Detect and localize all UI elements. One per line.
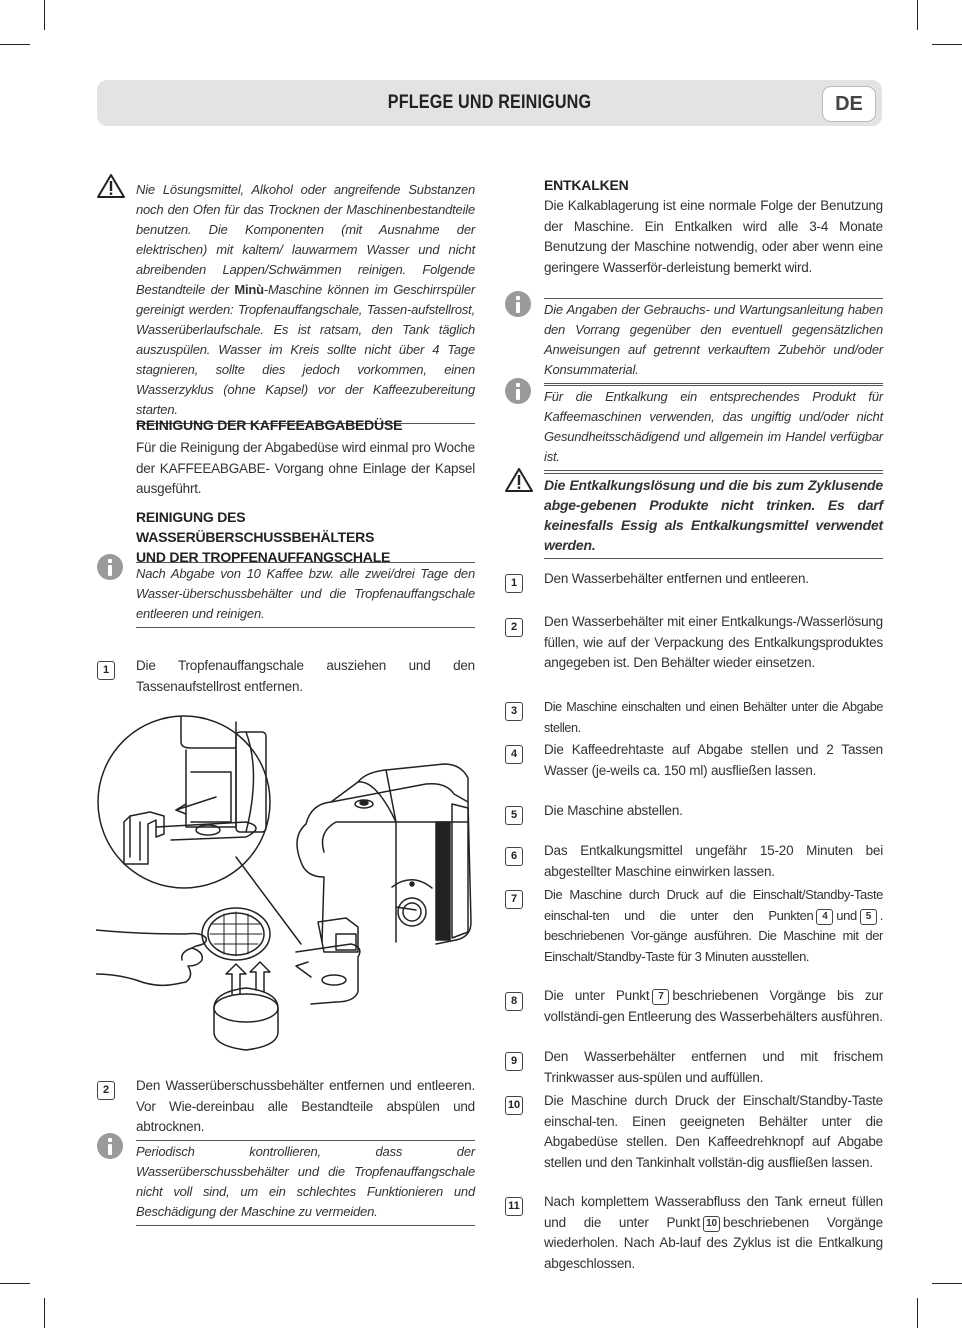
info-note: Periodisch kontrollieren, dass der Wasserüberschussbehälter und die Tropfenauffangschale nicht voll sind, um ein schlechtes Funktionieren und Beschädigung der Maschine zu vermeiden. [136, 1140, 475, 1226]
crop-mark [932, 1283, 962, 1284]
section-body: Für die Reinigung der Abgabedüse wird einmal pro Woche der KAFFEEABGABE- Vorgang ohne Einlage der Kapsel ausgeführt. [136, 440, 475, 496]
brand-name: Minù [234, 282, 264, 297]
crop-mark [44, 1298, 45, 1328]
info-note: Für die Entkalkung ein entsprechendes Produkt für Kaffeemaschinen verwenden, das ungiftig und/oder nicht Gesundheitsschädigend und allgemein im Handel verfügbar ist. [544, 385, 883, 471]
step-text: Das Entkalkungsmittel ungefähr 15-20 Minuten bei abgestellter Maschine einwirken lassen. [544, 843, 883, 879]
step-number: 6 [505, 847, 523, 866]
step-text [544, 885, 883, 967]
crop-mark [932, 44, 962, 45]
warning-note-text-rest: -Maschine können im Geschirrspüler gereinigt werden: Tropfenauffangschale, Tassen-aufstellrost, Wasserüberlaufschale. Es ist ratsam, den Tank täglich auszuspülen. Wasser im Kreis sollte nicht über 4 Tage stagnieren, sollte dies jedoch vorkommen, einen Wasserzyklus (ohne Kapsel) vor der Kaffeezubereitung starten. [136, 282, 475, 417]
step-text: Den Wasserbehälter mit einer Entkalkungs-/Wasserlösung füllen, wie auf der Verpackung des Entkalkungsproduktes angegeben ist. Den Behälter wieder einsetzen. [544, 614, 883, 670]
step-text: Die Maschine einschalten und einen Behälter unter die Abgabe stellen. [544, 700, 883, 735]
step-number: 3 [505, 702, 523, 721]
step-text: Die Tropfenauffangschale ausziehen und den Tassenaufstellrost entfernen. [136, 658, 475, 694]
warning-icon [96, 173, 126, 199]
section-body: Die Kalkablagerung ist eine normale Folge der Benutzung der Maschine. Ein Entkalken wird alle 3-4 Monate Benutzung der Maschine notwendig, oder aber wenn eine geringere Wasserför-derleistung bemerkt wird. [544, 198, 883, 275]
step-number: 2 [97, 1081, 115, 1100]
warning-icon [504, 467, 534, 493]
section-heading: ENTKALKEN [544, 177, 629, 193]
info-note: Die Angaben der Gebrauchs- und Wartungsanleitung haben den Vorrang gegenüber den eventuell gegensätzlichen Anweisungen auf getrennt verkauftem Zubehör und/oder Konsummaterial. [544, 298, 883, 384]
step-number: 11 [505, 1197, 523, 1216]
info-icon [96, 553, 124, 581]
step-number: 8 [505, 992, 523, 1011]
language-badge: DE [822, 86, 876, 122]
step-text-part: und [836, 907, 857, 923]
step-text-part: Die Maschine durch Druck auf die Einschalt/Standby-Taste einschal-ten und die unter den Punkten [544, 887, 883, 923]
step-number: 4 [505, 745, 523, 764]
step-number: 10 [505, 1096, 523, 1115]
step-text [544, 986, 883, 1027]
step-text-part: Die unter Punkt [544, 988, 650, 1003]
step-text: Die Maschine durch Druck der Einschalt/Standby-Taste einschal-ten. Einen geeigneten Behälter unter die Abgabedüse stellen. Den Kaffeedrehknopf auf Abgabe stellen und den Tankinhalt vollstän-dig ausfließen lassen. [544, 1093, 883, 1170]
step-text: Den Wasserbehälter entfernen und entleeren. [544, 571, 809, 586]
step-text [544, 1192, 883, 1274]
info-icon [96, 1132, 124, 1160]
section-heading-line: UND DER TROPFENAUFFANGSCHALE [136, 549, 391, 565]
step-number: 1 [97, 661, 115, 680]
step-text: Den Wasserbehälter entfernen und mit frischem Trinkwasser aus-spülen und auffüllen. [544, 1049, 883, 1085]
section-heading: REINIGUNG DER KAFFEEABGABEDÜSE [136, 417, 403, 433]
page-title: PFLEGE UND REINIGUNG [387, 92, 592, 113]
warning-note: Die Entkalkungslösung und die bis zum Zyklusende abge-gebenen Produkte nicht trinken. Es darf keinesfalls Essig als Entkalkungsmittel verwendet werden. [544, 473, 883, 559]
info-icon [504, 377, 532, 405]
step-number: 7 [505, 890, 523, 909]
step-text: Die Maschine abstellen. [544, 803, 683, 818]
section-heading [136, 507, 475, 567]
step-text-part: beschriebenen Vorgänge bis zur vollständi-gen Entleerung des Wasserbehälters ausführen. [544, 988, 883, 1024]
step-text: Die Kaffeedrehtaste auf Abgabe stellen und 2 Tassen Wasser (je-weils ca. 150 ml) ausfließen lassen. [544, 742, 883, 778]
step-text-part: . beschriebenen Vor-gänge ausführen. Die Maschine mit der Einschalt/Standby-Taste für 3 Minuten ausstellen. [544, 907, 883, 964]
step-number: 2 [505, 618, 523, 637]
coffee-machine-illustration [96, 712, 476, 1057]
step-text-part: Nach komplettem Wasserabfluss den Tank erneut füllen und die unter Punkt [544, 1194, 883, 1230]
step-reference: 7 [652, 989, 669, 1005]
crop-mark [917, 1298, 918, 1328]
step-number: 1 [505, 574, 523, 593]
step-reference: 4 [816, 909, 833, 925]
step-text: Den Wasserüberschussbehälter entfernen und entleeren. Vor Wie-dereinbau alle Bestandteile abspülen und abtrocknen. [136, 1078, 475, 1134]
step-reference: 10 [703, 1216, 720, 1232]
info-note: Nach Abgabe von 10 Kaffee bzw. alle zwei/drei Tage den Wasser-überschussbehälter und die Tropfenauffangschale entleeren und reinigen. [136, 562, 475, 628]
crop-mark [917, 0, 918, 30]
page-header [97, 80, 882, 126]
crop-mark [44, 0, 45, 30]
step-number: 9 [505, 1052, 523, 1071]
warning-note-text: Nie Lösungsmittel, Alkohol oder angreifende Substanzen noch den Ofen für das Trocknen der Maschinenbestandteile benutzen. Die Komponenten (mit Ausnahme der elektrischen) mit kaltem/ lauwarmem Wasser und nicht abreibenden Lappen/Schwämmen reinigen. Folgende Bestandteile der [136, 182, 475, 297]
step-text-part: beschriebenen Vorgänge wiederholen. Nach Ab-lauf des Zyklus ist die Entkalkung abgeschlossen. [544, 1214, 883, 1271]
section-heading-line: REINIGUNG DES WASSERÜBERSCHUSSBEHÄLTERS [136, 509, 375, 545]
warning-note [136, 180, 475, 424]
crop-mark [0, 1283, 30, 1284]
step-reference: 5 [860, 909, 877, 925]
step-number: 5 [505, 806, 523, 825]
info-icon [504, 290, 532, 318]
crop-mark [0, 44, 30, 45]
